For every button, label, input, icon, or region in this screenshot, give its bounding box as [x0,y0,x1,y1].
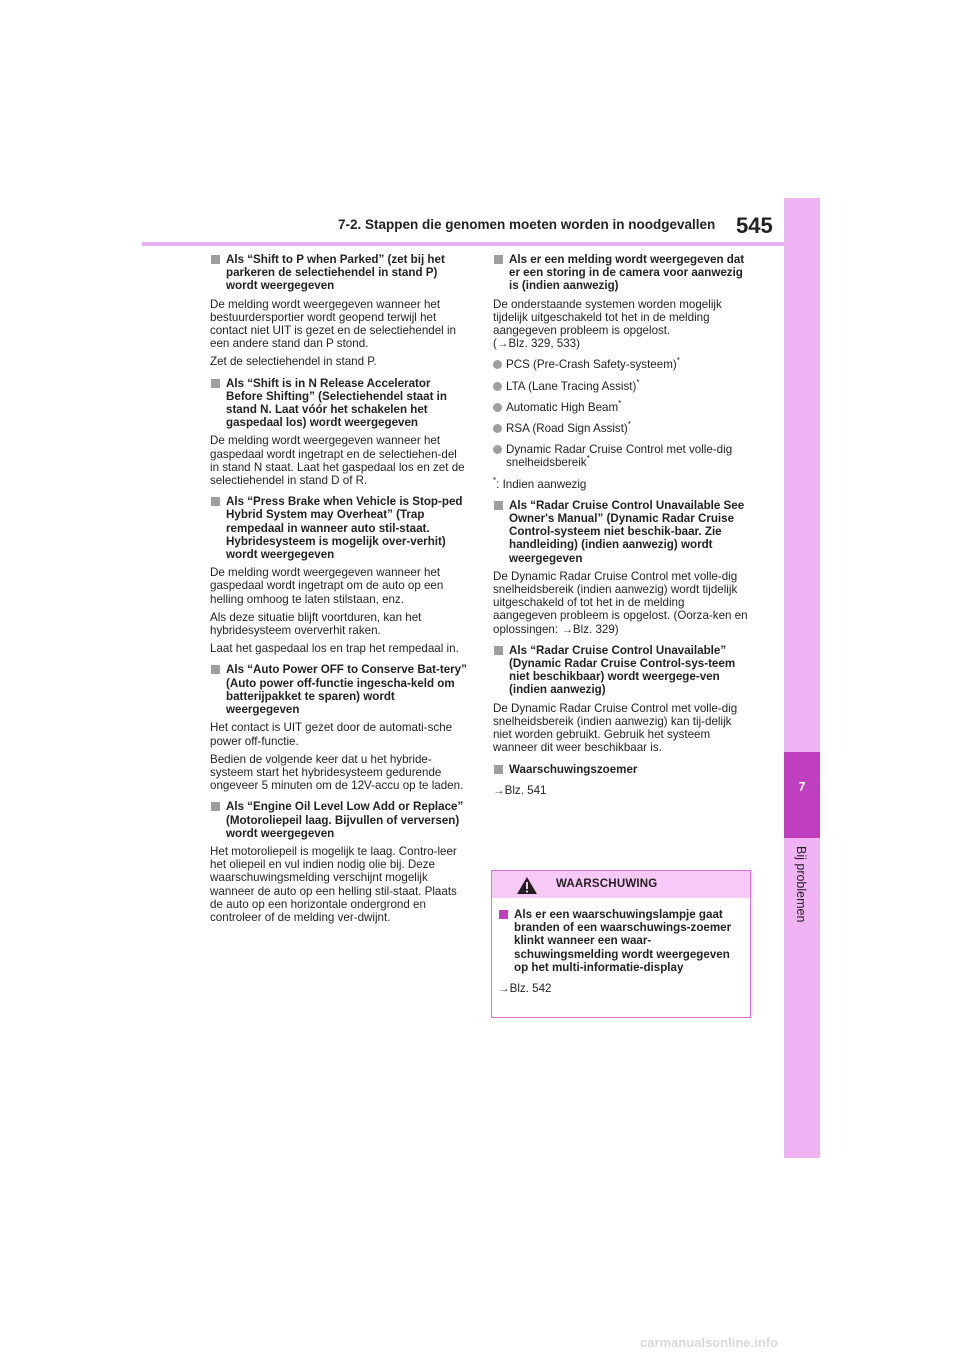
left-column [210,253,468,929]
chapter-number-box [784,752,820,838]
section-heading: Als “Auto Power OFF to Conserve Bat-tery” (Auto power off-functie ingescha-keld om batterijpakket te sparen) wordt weergegeven [210,663,468,716]
round-bullet-icon [493,382,502,391]
round-bullet-icon [493,403,502,412]
paragraph: De melding wordt weergegeven wanneer het bestuurdersportier wordt geopend terwijl het contact niet UIT is gezet en de selectiehendel in een andere stand dan P stond. [210,297,456,351]
page-reference: (→Blz. 329, 533) [493,337,580,351]
header-divider [142,242,790,246]
paragraph: De Dynamic Radar Cruise Control met volle-dig snelheidsbereik (indien aanwezig) kan tij-delijk niet worden gebruikt. Gebruik het systeem wanneer dit weer beschikbaar is. [493,701,738,755]
section-title: 7-2. Stappen die genomen moeten worden in noodgevallen [338,217,716,232]
page-reference: →Blz. 541 [493,783,547,797]
warning-box [491,870,751,1018]
paragraph: De Dynamic Radar Cruise Control met volle-dig snelheidsbereik (indien aanwezig) wordt tijdelijk uitgeschakeld of tot het in de melding aangegeven probleem is opgelost. (Oorza-ken en oplossingen: →Blz. 329) [493,569,748,636]
chapter-label [786,846,818,976]
chapter-number: 7 [798,779,806,794]
section-heading: Als “Radar Cruise Control Unavailable” (Dynamic Radar Cruise Control-sys-teem niet beschikbaar) wordt weergege-ven (indien aanwezig) [493,644,751,697]
square-bullet-icon [494,765,503,774]
list-item: RSA (Road Sign Assist)* [493,422,751,435]
square-bullet-icon [494,255,503,264]
paragraph: De melding wordt weergegeven wanneer het gaspedaal wordt ingetrapt en de selectiehen-del in stand N staat. Laat het gaspedaal los en zet de selectiehendel in stand D of R. [210,434,465,488]
warning-triangle-icon [516,876,538,895]
paragraph: Het motoroliepeil is mogelijk te laag. Contro-leer het oliepeil en vul indien nodig olie bij. Deze waarschuwingsmelding verschijnt mogelijk wanneer de auto op een helling stil-staat. Plaats de auto op een horizontale ondergrond en controleer of de melding ver-dwijnt. [210,844,457,924]
round-bullet-icon [493,424,502,433]
list-item: Automatic High Beam* [493,401,751,414]
chapter-side-tab [784,198,820,1158]
paragraph: Bedien de volgende keer dat u het hybride-systeem start het hybridesysteem gedurende ongeveer 5 minuten om de 12V-accu op te laden. [210,752,464,793]
square-bullet-icon [211,802,220,811]
section-heading: Als “Press Brake when Vehicle is Stop-ped Hybrid System may Overheat” (Trap rempedaal in wanneer auto stil-staat. Hybridesysteem is mogelijk over-verhit) wordt weergegeven [210,495,468,561]
paragraph: Laat het gaspedaal los en trap het rempedaal in. [210,642,459,656]
paragraph: De onderstaande systemen worden mogelijk tijdelijk uitgeschakeld tot het in de melding aangegeven probleem is opgelost. (→Blz. 329, 533) [493,297,722,351]
warning-heading: Als er een waarschuwingslampje gaat branden of een waarschuwings-zoemer klinkt wanneer een waar-schuwingsmelding wordt weergegeven op het multi-informatie-display [498,908,742,974]
watermark: carmanualsonline.info [640,1335,778,1350]
square-bullet-icon [211,255,220,264]
warning-title: WAARSCHUWING [556,878,658,890]
paragraph: Als deze situatie blijft voortduren, kan het hybridesysteem oververhit raken. [210,610,422,638]
section-heading: Als “Radar Cruise Control Unavailable See Owner's Manual” (Dynamic Radar Cruise Control-systeem niet beschik-baar. Zie handleiding) (indien aanwezig) wordt weergegeven [493,499,751,565]
square-bullet-icon [211,379,220,388]
chapter-label-text: Bij problemen [794,846,808,923]
right-column [493,253,751,802]
section-heading: Als er een melding wordt weergegeven dat er een storing in de camera voor aanwezig is (indien aanwezig) [493,253,751,293]
section-heading: Als “Engine Oil Level Low Add or Replace” (Motoroliepeil laag. Bijvullen of verversen) wordt weergegeven [210,800,468,840]
paragraph: De melding wordt weergegeven wanneer het gaspedaal wordt ingetrapt om de auto op een helling omhoog te laten stilstaan, enz. [210,566,444,606]
paragraph: Het contact is UIT gezet door de automati-sche power off-functie. [210,721,453,748]
list-item: LTA (Lane Tracing Assist)* [493,380,751,393]
warning-body [492,898,750,995]
square-bullet-icon [494,501,503,510]
round-bullet-icon [493,360,502,369]
page-reference: →Blz. 542 [498,982,552,996]
section-heading: Als “Shift to P when Parked” (zet bij het parkeren de selectiehendel in stand P) wordt weergegeven [210,253,468,293]
warning-header [492,871,750,898]
list-item: PCS (Pre-Crash Safety-systeem)* [493,358,751,371]
square-bullet-icon [494,646,503,655]
section-heading: Als “Shift is in N Release Accelerator Before Shifting” (Selectiehendel staat in stand N. Laat vóór het schakelen het gaspedaal los) wordt weergegeven [210,377,468,430]
square-bullet-icon [499,910,508,919]
page-number: 545 [736,213,773,238]
square-bullet-icon [211,497,220,506]
section-heading: Waarschuwingszoemer [493,763,751,776]
square-bullet-icon [211,665,220,674]
round-bullet-icon [493,445,502,454]
footnote: *: Indien aanwezig [493,475,587,491]
list-item: Dynamic Radar Cruise Control met volle-dig snelheidsbereik* [493,443,751,469]
paragraph: Zet de selectiehendel in stand P. [210,355,377,369]
